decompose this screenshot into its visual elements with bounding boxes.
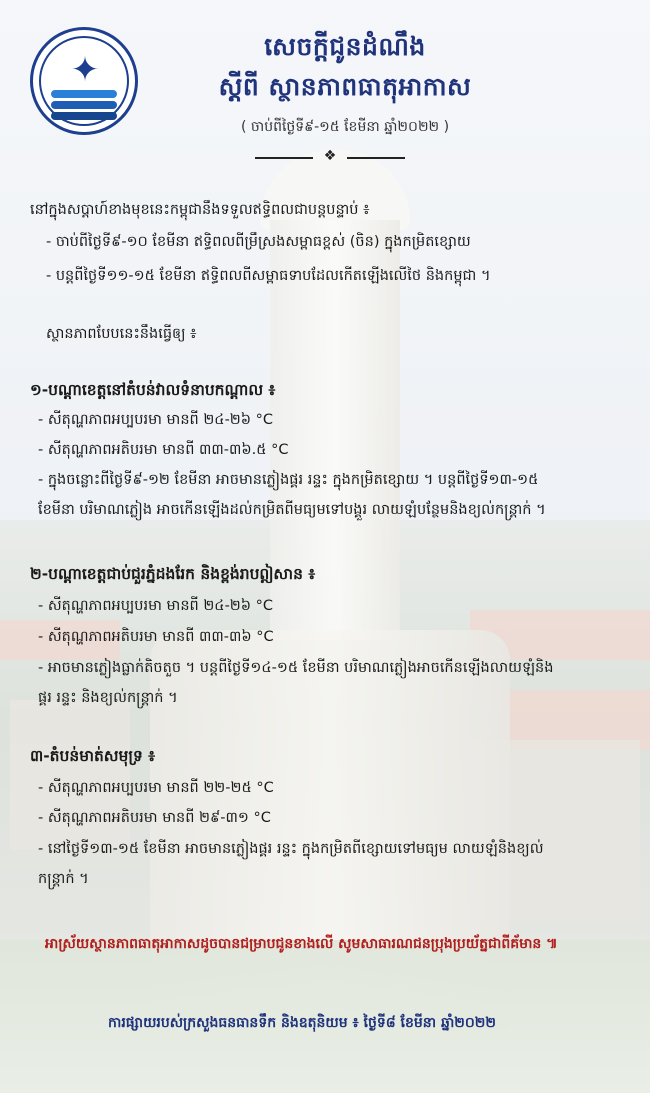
section-line: - សីតុណ្ហភាពអប្បបរមា មានពី ២៤-២៦ °C	[38, 598, 274, 614]
intro-outcome: ស្ថានភាពបែបនេះនឹងធ្វើឲ្យ ៖	[46, 326, 197, 342]
section-line: - អាចមានភ្លៀងធ្លាក់តិចតួច ។ បន្តពីថ្ងៃទី១៤-១៥ ខែមីនា បរិមាណភ្លៀងអាចកើនឡើងលាយឡំនិង	[38, 660, 554, 676]
page-title: សេចក្តីជូនដំណឹង	[264, 32, 426, 61]
section-line: - សីតុណ្ហភាពអប្បបរមា មានពី ២៤-២៦ °C	[38, 412, 274, 428]
section-line: ខែមីនា បរិមាណភ្លៀង អាចកើនឡើងដល់កម្រិតពីមធ្យមទៅបង្គួរ លាយឡំបន្ថែមនិងខ្យល់កន្ត្រាក់ ។	[38, 502, 546, 518]
page-subtitle: ស្តីពី ស្ថានភាពធាតុអាកាស	[218, 72, 472, 101]
ministry-logo-icon: ✦	[30, 27, 138, 135]
issuer-signature: ការផ្សាយរបស់ក្រសួងធនធានទឹក និងឧតុនិយម ៖ ថ្ងៃទី៨ ខែមីនា ឆ្នាំ២០២២	[108, 1015, 496, 1031]
section-line: - ក្នុងចន្លោះពីថ្ងៃទី៩-១២ ខែមីនា អាចមានភ្លៀងផ្គរ រន្ទះ ក្នុងកម្រិតខ្សោយ ។ បន្តពីថ្ងៃទី១៣-១៥	[38, 472, 539, 488]
section-line: ផ្គរ រន្ទះ និងខ្យល់កន្ត្រាក់ ។	[38, 690, 178, 706]
section-line: - សីតុណ្ហភាពអប្បបរមា មានពី ២២-២៥ °C	[38, 780, 274, 796]
section-heading: ១-បណ្តាខេត្តនៅតំបន់វាលទំនាបកណ្តាល ៖	[30, 381, 276, 399]
intro-item: - បន្តពីថ្ងៃទី១១-១៥ ខែមីនា ឥទ្ធិពលពីសម្ពាធទាបដែលកើតឡើងលើថៃ និងកម្ពុជា ។	[46, 268, 491, 284]
intro-lead: នៅក្នុងសប្តាហ៍ខាងមុខនេះកម្ពុជានឹងទទួលឥទ្ធិពលជាបន្តបន្ទាប់ ៖	[30, 202, 370, 218]
advisory-notice: អាស្រ័យស្ថានភាពធាតុអាកាសដូចបានជម្រាបជូនខាងលើ សូមសាធារណជនប្រុងប្រយ័ត្នជាពីគ័មាន ៕	[45, 936, 558, 952]
section-heading: ២-បណ្តាខេត្តជាប់ជួរភ្នំដងរែក និងខ្ពង់រាបឦសាន ៖	[30, 565, 316, 583]
section-heading: ៣-តំបន់មាត់សមុទ្រ ៖	[30, 747, 156, 765]
section-line: - នៅថ្ងៃទី១៣-១៥ ខែមីនា អាចមានភ្លៀងផ្គរ រន្ទះ ក្នុងកម្រិតពីខ្សោយទៅមធ្យម លាយឡំនិងខ្យល់	[38, 841, 544, 857]
intro-item: - ចាប់ពីថ្ងៃទី៩-១០ ខែមីនា ឥទ្ធិពលពីម្រឹស្រងសម្ពាធខ្ពស់ (ចិន) ក្នុងកម្រិតខ្សោយ	[46, 234, 471, 250]
ornament-divider-icon: ❖	[255, 152, 405, 164]
date-range: ( ចាប់ពីថ្ងៃទី៩-១៥ ខែមីនា ឆ្នាំ២០២២ )	[240, 119, 450, 135]
section-line: កន្ត្រាក់ ។	[38, 871, 89, 887]
section-line: - សីតុណ្ហភាពអតិបរមា មានពី ៣៣-៣៦.៥ °C	[38, 442, 289, 458]
section-line: - សីតុណ្ហភាពអតិបរមា មានពី ២៩-៣១ °C	[38, 810, 271, 826]
section-line: - សីតុណ្ហភាពអតិបរមា មានពី ៣៣-៣៦ °C	[38, 629, 274, 645]
